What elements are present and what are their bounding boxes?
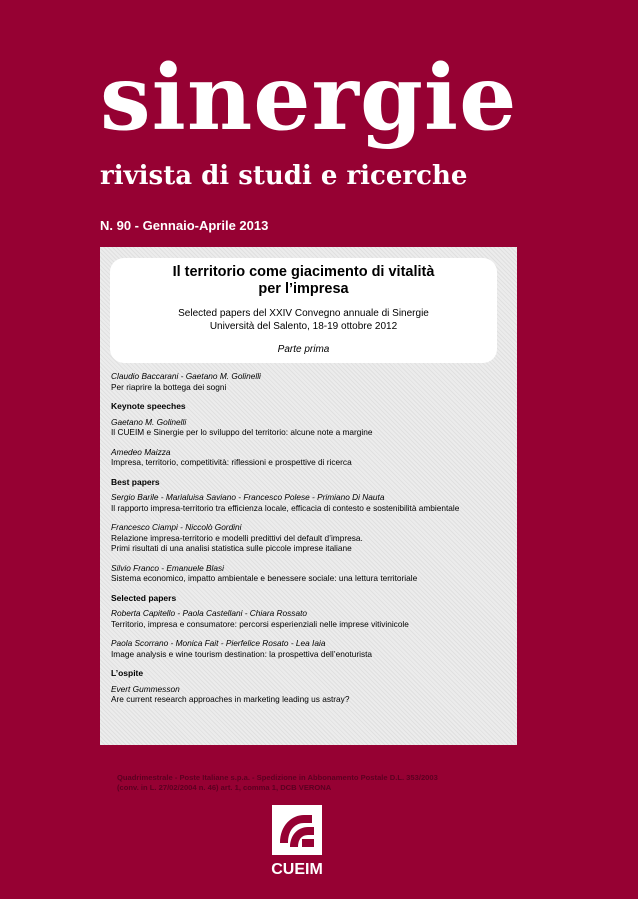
entry-authors: Evert Gummesson xyxy=(111,683,180,694)
entry-title: Relazione impresa-territorio e modelli predittivi del default d’impresa. xyxy=(111,532,363,543)
entry-title-continued: Primi risultati di una analisi statistica sulle piccole imprese italiane xyxy=(111,543,352,553)
entry-authors: Gaetano M. Golinelli xyxy=(111,416,187,427)
theme-sub-line2: Università del Salento, 18-19 ottobre 2012 xyxy=(209,321,398,332)
cueim-logo-icon xyxy=(272,805,322,855)
table-of-contents xyxy=(111,371,511,714)
section-heading: Selected papers xyxy=(111,592,177,603)
entry-title: Territorio, impresa e consumatore: percorsi esperienziali nelle imprese vitivinicole xyxy=(111,618,409,629)
toc-entry xyxy=(111,563,511,584)
theme-sub-line1: Selected papers del XXIV Convegno annuale di Sinergie xyxy=(178,308,429,319)
entry-title: Per riaprire la bottega dei sogni xyxy=(111,381,227,392)
entry-authors: Amedeo Maizza xyxy=(111,446,171,457)
entry-title: Are current research approaches in marketing leading us astray? xyxy=(111,694,350,704)
issue-number: N. 90 - Gennaio-Aprile 2013 xyxy=(100,218,269,233)
entry-title: Il CUEIM e Sinergie per lo sviluppo del territorio: alcune note a margine xyxy=(111,427,373,437)
toc-entry xyxy=(111,522,511,554)
entry-title: Impresa, territorio, competitività: riflessioni e prospettive di ricerca xyxy=(111,457,352,467)
theme-title-line1: Il territorio come giacimento di vitalità xyxy=(172,264,435,280)
section-heading: L’ospite xyxy=(111,668,144,678)
toc-entry xyxy=(111,638,511,659)
entry-authors: Roberta Capitello - Paola Castellani - Chiara Rossato xyxy=(111,608,307,618)
journal-subtitle: rivista di studi e ricerche xyxy=(100,161,468,191)
theme-subtitle xyxy=(110,307,497,333)
theme-part: Parte prima xyxy=(277,344,330,355)
section-heading: Best papers xyxy=(111,476,160,487)
theme-title xyxy=(110,264,497,298)
toc-entry xyxy=(111,371,511,392)
entry-title: Sistema economico, impatto ambientale e benessere sociale: una lettura territoriale xyxy=(111,573,418,583)
theme-box xyxy=(110,258,497,363)
postal-line1: Quadrimestrale - Poste Italiane s.p.a. - Spedizione in Abbonamento Postale D.L. 353/2003 xyxy=(117,773,438,782)
toc-entry xyxy=(111,447,511,468)
entry-authors: Claudio Baccarani - Gaetano M. Golinelli xyxy=(111,371,261,381)
entry-title: Il rapporto impresa-territorio tra efficienza locale, efficacia di contesto e sostenibilità ambientale xyxy=(111,502,460,513)
section-heading: Keynote speeches xyxy=(111,401,186,411)
postal-line2: (conv. in L. 27/02/2004 n. 46) art. 1, comma 1, DCB VERONA xyxy=(117,783,332,792)
entry-authors: Paola Scorrano - Monica Fait - Pierfelice Rosato - Lea Iaia xyxy=(111,638,326,648)
entry-authors: Silvio Franco - Emanuele Blasi xyxy=(111,562,224,573)
toc-entry xyxy=(111,684,511,705)
toc-entry xyxy=(111,608,511,629)
entry-authors: Francesco Ciampi - Niccolò Gordini xyxy=(111,522,242,532)
theme-title-line2: per l’impresa xyxy=(258,281,349,297)
entry-title: Image analysis e wine tourism destination: la prospettiva dell’enoturista xyxy=(111,648,373,659)
publisher-name: CUEIM xyxy=(271,861,323,878)
toc-entry xyxy=(111,417,511,438)
journal-title: sinergie xyxy=(100,45,518,151)
entry-authors: Sergio Barile - Marialuisa Saviano - Francesco Polese - Primiano Di Nauta xyxy=(111,492,385,502)
postal-notice xyxy=(117,773,477,793)
toc-entry xyxy=(111,492,511,513)
contents-panel xyxy=(100,247,517,745)
